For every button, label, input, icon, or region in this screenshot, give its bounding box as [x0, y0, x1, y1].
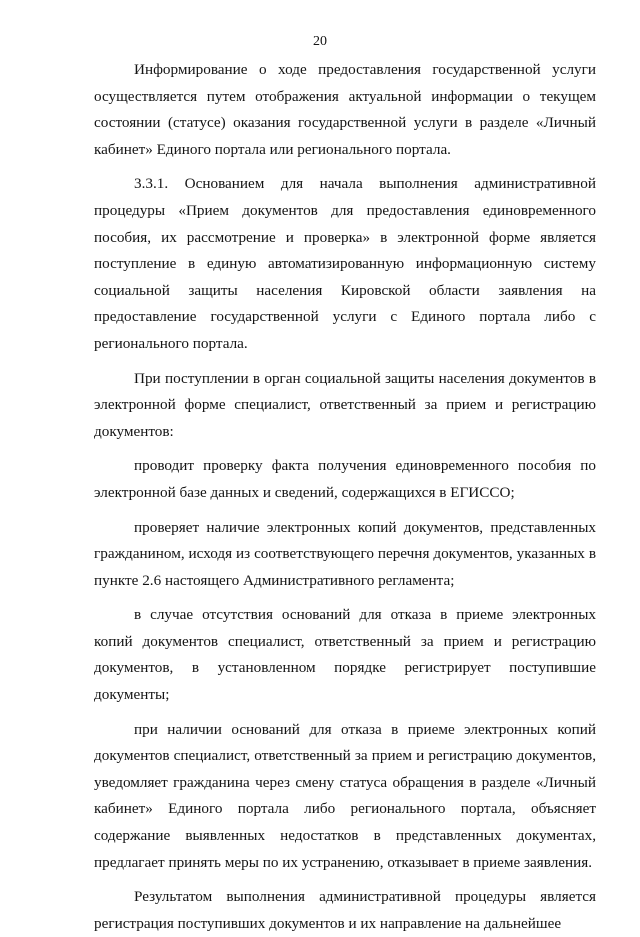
page-number: 20 [313, 34, 327, 49]
paragraph-result: Результатом выполнения административной процедуры является регистрация поступивших документов и их направление на дальнейшее [94, 888, 596, 932]
paragraph-check-copies: проверяет наличие электронных копий документов, представленных гражданином, исходя из соответствующего перечня документов, указанных в пункте 2.6 настоящего Административного регламента; [94, 518, 596, 589]
paragraph-3-3-1: 3.3.1. Основанием для начала выполнения административной процедуры «Прием документов для предоставления единовременного пособия, их рассмотрение и проверка» в электронной форме является поступление в единую автоматизированную информационную систему социальной защиты населения Кировской области заявления на предоставление государственной услуги с Единого портала либо с регионального портала. [94, 175, 596, 352]
document-body [94, 57, 596, 937]
paragraph-informing: Информирование о ходе предоставления государственной услуги осуществляется путем отображения актуальной информации о текущем состоянии (статусе) оказания государственной услуги в разделе «Личный кабинет» Единого портала или регионального портала. [94, 61, 596, 158]
paragraph-refusal: при наличии оснований для отказа в приеме электронных копий документов специалист, ответственный за прием и регистрацию документов, уведомляет гражданина через смену статуса обращения в разделе «Личный кабинет» Единого портала либо регионального портала, объясняет содержание выявленных недостатков в представленных документах, предлагает принять меры по их устранению, отказывает в приеме заявления. [94, 720, 596, 871]
paragraph-no-refusal: в случае отсутствия оснований для отказа в приеме электронных копий документов специалист, ответственный за прием и регистрацию документов, в установленном порядке регистрирует поступившие документы; [94, 606, 596, 704]
paragraph-receipt: При поступлении в орган социальной защиты населения документов в электронной форме специалист, ответственный за прием и регистрацию документов: [94, 369, 596, 440]
paragraph-check-benefit: проводит проверку факта получения единовременного пособия по электронной базе данных и сведений, содержащихся в ЕГИССО; [94, 457, 596, 501]
